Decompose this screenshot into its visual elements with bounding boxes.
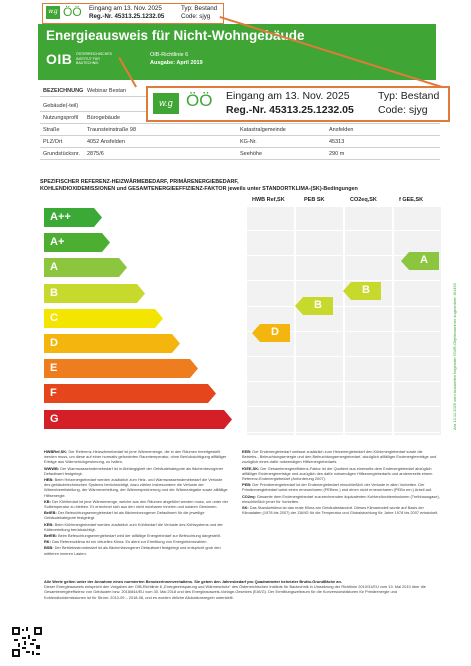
bezeichnung-label: BEZEICHNUNG — [43, 88, 84, 94]
row-divider — [40, 159, 440, 160]
energy-class-bar-aplusplus — [44, 208, 102, 227]
gebaeudeteil-label: Gebäude(-teil) — [43, 103, 79, 109]
energy-class-bar-g — [44, 410, 232, 429]
rating-marker-label: A — [420, 254, 428, 267]
footnote-left-3 — [44, 499, 229, 509]
footnote-right-2 — [242, 482, 440, 492]
grid-column-fgee — [394, 207, 441, 435]
rating-marker-peb — [295, 297, 333, 315]
rating-marker-fgee — [401, 252, 439, 270]
footnote-text: Der Beleuchtungsenergiebedarf ist als flächenbezogener Defaultwert für die jeweilige Gebäudekategorie festgelegt. — [44, 510, 205, 521]
footnote-text: Das Standortklima ist das reale Klima am Gebäudestandort. Dieses Klimamodell wurde auf Basis der Klimadaten (1978 bis 2007) der ZAMG für die Temperatur und Globalstrahlung für Jahre 1978 bis 2007 entwickelt. — [242, 505, 439, 516]
footnotes-right — [242, 449, 440, 516]
footnote-term: KEB: — [44, 521, 55, 527]
footnote-left-5 — [44, 522, 229, 532]
grundstuecksnr-label: Grundstücksnr. — [43, 151, 80, 157]
grid-column-hwb — [247, 207, 294, 435]
stamp-regnr: Reg.-Nr. 45313.25.1232.05 — [89, 13, 165, 20]
footnote-right-3 — [242, 494, 440, 504]
footnote-right-0 — [242, 449, 440, 465]
oib-logo-subtitle: ÖSTERREICHISCHES INSTITUT FÜR BAUTECHNIK — [76, 52, 112, 65]
grid-row-line — [247, 406, 440, 407]
energy-class-label: B — [50, 286, 58, 299]
energy-class-bar-d — [44, 334, 180, 353]
stamp-typ: Typ: Bestand — [378, 90, 440, 102]
strasse-label: Straße — [43, 127, 60, 133]
row-divider — [40, 111, 146, 112]
energy-class-label: A++ — [50, 211, 71, 223]
energy-section-title-line1: SPEZIFISCHER REFERENZ-HEIZWÄRMEBEDARF, PRIMÄRENERGIEBEDARF, — [40, 179, 239, 185]
energy-class-label: D — [50, 337, 58, 349]
grundstuecksnr-value: 2875/6 — [87, 151, 104, 157]
footnote-term: EEB: — [242, 449, 253, 454]
footnote-text: Beim Kühlenergiebedarf werden zusätzlich zum Kühlbedarf die Verluste des Kühlsystems und der Kälteverteilung berücksichtigt. — [44, 521, 223, 532]
rating-marker-co2 — [343, 282, 381, 300]
footnote-term: BeIEB: — [44, 510, 58, 516]
footnote-text: Der Primärenergiebedarf ist der Endenergiebedarf einschließlich der Verluste in allen Vorketten. Der Primärenergiebedarf weist einen erneuerbaren (PEBern.) und einen nicht erneuerbaren (PEBn.ern.) Anteil auf. — [242, 482, 433, 493]
stamp-oo-mark: ÖÖ — [63, 5, 82, 19]
footnote-term: PEB: — [242, 482, 253, 488]
footnotes-left — [44, 449, 229, 557]
stamp-typ: Typ: Bestand — [181, 5, 218, 12]
bezeichnung-value: Webinar Bestan — [87, 88, 127, 94]
seehoehe-value: 290 m — [329, 151, 345, 157]
registration-stamp-zoomed — [146, 86, 450, 122]
document-title: Energieausweis für Nicht-Wohngebäude — [46, 28, 305, 43]
energy-class-label: G — [50, 412, 59, 425]
footnote-right-1 — [242, 466, 440, 482]
footnote-term: BSB: — [44, 545, 55, 551]
rating-marker-label: D — [271, 326, 279, 338]
footnote-left-0 — [44, 449, 229, 465]
energy-class-bar-aplus — [44, 233, 110, 252]
side-registration-note: Ara 13.11.2025 vom Ausstellen folgender GWR-Objektnummer zugeordnet: 8/1453 — [452, 283, 457, 430]
row-divider — [40, 96, 146, 97]
footnote-right-4 — [242, 505, 440, 515]
footnote-bottom-text: Dieser Energieausweis entspricht den Vorgaben der OIB-Richtlinie 6 „Energieeinsparung und Wärmeschutz“ des Österreichischen Instituts für Bautechnik in Umsetzung der Richtlinie 2010/31/EU vom 19. Mai 2010 über die Gesamtenergieeffizienz von Gebäuden bzw. 2018/844/EU vom 30. Mai 2018 und des Energieausweis-Vorlage-Gesetzes (EAVG). Der Ermittlungszeitraum für die Konversionsfaktoren für Primärenergie und Kohlendioxidemissionen ist für Strom: 2013-09 – 2018-08, und es wurden übliche Allokationsregeln unterstellt. — [44, 584, 426, 600]
energy-class-label: E — [50, 362, 58, 375]
strasse-value: Traunsteinstraße 98 — [87, 127, 137, 133]
document-header — [38, 24, 436, 80]
footnote-left-2 — [44, 477, 229, 498]
nutzungsprofil-label: Nutzungsprofil — [43, 115, 79, 121]
stamp-regnr: Reg.-Nr. 45313.25.1232.05 — [226, 104, 354, 116]
column-header-fgee: f GEE,SK — [399, 197, 424, 203]
grid-row-line — [247, 356, 440, 357]
energy-class-bar-b — [44, 284, 145, 303]
katastralgemeinde-label: Katastralgemeinde — [240, 127, 286, 133]
energy-class-bar-e — [44, 359, 198, 378]
column-header-hwb: HWB Ref,SK — [252, 197, 285, 203]
row-divider — [40, 135, 440, 136]
ausgabe-label: Ausgabe: April 2019 — [150, 60, 203, 66]
footnote-text: Der Betriebsstrombedarf ist als flächenbezogener Defaultwert festgelegt und entspricht grob den mittleren inneren Lasten. — [44, 545, 221, 556]
stamp-logo-icon: w.g — [46, 6, 60, 19]
energy-class-label: F — [50, 387, 57, 400]
stamp-code: Code: sjyg — [181, 13, 211, 20]
footnote-term: WWWB: — [44, 465, 61, 471]
plz-ort-label: PLZ/Ort — [43, 139, 63, 145]
grid-column-peb — [296, 207, 343, 435]
row-divider — [40, 147, 440, 148]
footnote-term: RK: — [44, 539, 52, 545]
katastralgemeinde-value: Ansfelden — [329, 127, 354, 133]
energy-class-bar-f — [44, 384, 216, 403]
grid-row-line — [247, 381, 440, 382]
energy-class-label: A — [50, 261, 58, 274]
nutzungsprofil-value: Bürogebäude — [87, 115, 121, 121]
column-header-peb: PEB SK — [304, 197, 325, 203]
plz-ort-value: 4052 Ansfelden — [87, 139, 125, 145]
stamp-oo-mark: ÖÖ — [186, 91, 213, 110]
footnote-text: Der Gesamtenergieeffizienz-Faktor ist der Quotient aus einerseits dem Endenergiebedarf abzüglich allfälliger Endenergieerträge und zuzüglich des dafür notwendigen Hilfsenergiebedarfs und andererseits einem Referenz-Endenergiebedarf (Anforderung 2007). — [242, 465, 433, 482]
footnote-text: Gesamte dem Endenergiebedarf zuzurechnenden äquivalenten Kohlendioxidemissionen (Treibhausgase), einschließlich jener für Vorketten. — [242, 493, 440, 504]
footnotes-bottom — [44, 579, 440, 600]
footnote-term: CO2eq: — [242, 493, 257, 499]
energy-class-bar-c — [44, 309, 163, 328]
footnote-left-6 — [44, 533, 229, 538]
footnote-bottom-bold: Alle Werte gelten unter der Annahme eines normierten Benutzerinnenverhaltens. Sie geben den Jahresbedarf pro Quadratmeter beheizter Brutto-Grundfläche an. — [44, 579, 342, 584]
footnote-left-4 — [44, 510, 229, 520]
energy-class-label: A+ — [50, 236, 65, 249]
grid-row-line — [247, 230, 440, 231]
footnote-left-7 — [44, 539, 229, 544]
footnote-text: Beim Heizenergiebedarf werden zusätzlich zum Heiz- und Warmwasserwärmebedarf die Verluste des gebäudetechnischen Systems berücksichtigt, dazu zählen insbesondere die Verluste der Wärmebereitstellung, der Wärmeverteilung, der Wärmespeicherung und der Wärmeabgabe sowie allfällige Hilfsenergie. — [44, 477, 228, 498]
rating-marker-hwb — [252, 324, 290, 342]
grid-row-line — [247, 306, 440, 307]
energy-section-title — [40, 179, 440, 193]
seehoehe-label: Seehöhe — [240, 151, 263, 157]
energy-section-title-line2: KOHLENDIOXIDEMISSIONEN und GESAMTENERGIEEFFIZIENZ-FAKTOR jeweils unter STANDORTKLIMA-(SK)-Bedingungen — [40, 186, 358, 192]
grid-column-co2 — [345, 207, 392, 435]
footnote-term: fGEE,SK: — [242, 465, 261, 471]
richtlinie-label: OIB-Richtlinie 6 — [150, 52, 189, 58]
row-divider — [40, 123, 440, 124]
footnote-term: SK: — [242, 505, 250, 511]
footnote-text: Der Endenergiebedarf umfasst zusätzlich zum Heizenergiebedarf den Kühlenergiebedarf sowie die Betriebs-, Beleuchtungsenergie und den Befeuchtungsenergiebedarf, abzüglich allfälliger Endenergieerträge und zuzüglich eines dafür notwendigen Hilfsenergiebedarfs. — [242, 449, 437, 465]
footnote-left-1 — [44, 466, 229, 476]
registration-stamp-small — [42, 3, 224, 24]
footnote-term: KB: — [44, 498, 52, 504]
grid-row-line — [247, 432, 440, 433]
stamp-eingang: Eingang am 13. Nov. 2025 — [226, 90, 350, 102]
footnote-text: Das Referenzklima ist ein virtuelles Klima. Es dient zur Ermittlung von Energiekennzahlen. — [52, 539, 208, 545]
stamp-eingang: Eingang am 13. Nov. 2025 — [89, 5, 162, 12]
footnote-term: HEB: — [44, 477, 55, 483]
footnote-left-8 — [44, 545, 229, 555]
energy-class-bar-a — [44, 258, 127, 277]
rating-marker-label: B — [314, 298, 322, 311]
rating-grid — [247, 207, 440, 435]
kg-nr-label: KG-Nr. — [240, 139, 257, 145]
stamp-logo-icon: w.g — [153, 93, 179, 114]
footnote-text: Beim Befeuchtungsenergiebedarf wird der allfällige Energiebedarf zur Befeuchtung dargestellt. — [58, 533, 221, 539]
qr-code-icon — [12, 627, 42, 657]
energy-class-label: C — [50, 311, 58, 324]
oib-logo: OIB — [46, 51, 73, 67]
column-header-co2: CO2eq,SK — [350, 197, 377, 203]
footnote-text: Der Kühlbedarf ist jene Wärmemenge, welche aus den Räumen abgeführt werden muss, um unter der Solltemperatur zu bleiben. Er errechnet sich aus den nicht nutzbaren inneren und solaren Gewinnen. — [44, 498, 229, 510]
rating-marker-label: B — [362, 283, 370, 296]
stamp-code: Code: sjyg — [378, 104, 428, 116]
footnote-term: BefEB: — [44, 533, 59, 539]
kg-nr-value: 45313 — [329, 139, 345, 145]
footnote-text: Der Warmwasserwärmebedarf ist in Abhängigkeit der Gebäudekategorie als flächenbezogener Defaultwert festgelegt. — [44, 465, 224, 476]
footnote-term: HWBRef,SK: — [44, 449, 69, 454]
footnote-text: Der Referenz-Heizwärmebedarf ist jene Wärmemenge, die in den Räumen bereitgestellt werden muss, um diese auf einer normativ geforderten Raumtemperatur, ohne Berücksichtigung allfälliger Erträge aus Wärmerückgewinnung, zu halten. — [44, 449, 227, 465]
